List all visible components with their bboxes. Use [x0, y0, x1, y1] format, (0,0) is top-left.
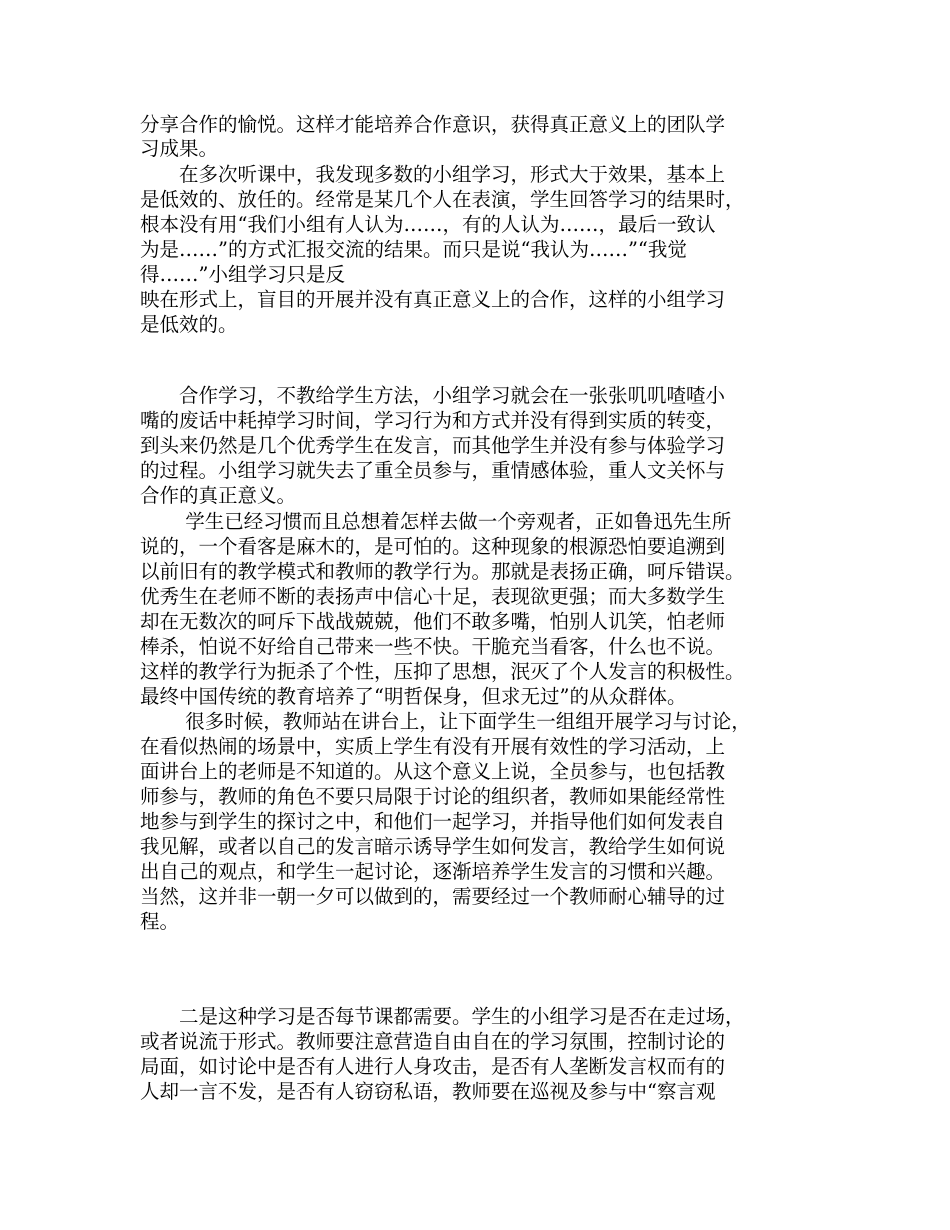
text-line: 嘴的废话中耗掉学习时间，学习行为和方式并没有得到实质的转变，	[140, 409, 726, 432]
text-line: 为是……”的方式汇报交流的结果。而只是说“我认为……”“我觉	[140, 238, 687, 261]
text-line: 人却一言不发，是否有人窃窃私语，教师要在巡视及参与中“察言观	[140, 1080, 716, 1103]
text-line: 面讲台上的老师是不知道的。从这个意义上说，全员参与，也包括教	[140, 760, 726, 783]
text-line: 这样的教学行为扼杀了个性，压抑了思想，泯灭了个人发言的积极性。	[140, 660, 745, 683]
text-line: 程。	[140, 910, 180, 933]
text-line: 地参与到学生的探讨之中，和他们一起学习，并指导他们如何发表自	[140, 810, 726, 833]
text-line: 我见解，或者以自己的发言暗示诱导学生如何发言，教给学生如何说	[140, 835, 726, 858]
text-line: 以前旧有的教学模式和教师的教学行为。那就是表扬正确，呵斥错误。	[140, 560, 745, 583]
text-line: 学生已经习惯而且总想着怎样去做一个旁观者，正如鲁迅先生所	[140, 510, 732, 533]
text-line: 或者说流于形式。教师要注意营造自由自在的学习氛围，控制讨论的	[140, 1030, 726, 1053]
text-line: 棒杀，怕说不好给自己带来一些不快。干脆充当看客，什么也不说。	[140, 635, 726, 658]
text-line: 最终中国传统的教育培养了“明哲保身，但求无过”的从众群体。	[140, 685, 687, 708]
text-line: 师参与，教师的角色不要只局限于讨论的组织者，教师如果能经常性	[140, 785, 726, 808]
text-line: 优秀生在老师不断的表扬声中信心十足，表现欲更强；而大多数学生	[140, 585, 726, 608]
text-line: 二是这种学习是否每节课都需要。学生的小组学习是否在走过场，	[140, 1005, 745, 1028]
text-line: 合作学习，不教给学生方法，小组学习就会在一张张叽叽喳喳小	[140, 384, 726, 407]
text-line: 根本没有用“我们小组有人认为……，有的人认为……，最后一致认	[140, 213, 716, 236]
text-line: 很多时候，教师站在讲台上，让下面学生一组组开展学习与讨论，	[140, 710, 751, 733]
text-line: 合作的真正意义。	[140, 484, 297, 507]
text-line: 是低效的、放任的。经常是某几个人在表演，学生回答学习的结果时，	[140, 188, 745, 211]
text-line: 局面，如讨论中是否有人进行人身攻击，是否有人垄断发言权而有的	[140, 1055, 726, 1078]
text-line: 说的，一个看客是麻木的，是可怕的。这种现象的根源恐怕要追溯到	[140, 535, 726, 558]
text-line: 分享合作的愉悦。这样才能培养合作意识，获得真正意义上的团队学	[140, 113, 726, 136]
text-line: 却在无数次的呵斥下战战兢兢，他们不敢多嘴，怕别人讥笑，怕老师	[140, 610, 726, 633]
text-line: 的过程。小组学习就失去了重全员参与，重情感体验，重人文关怀与	[140, 459, 726, 482]
text-line: 在多次听课中，我发现多数的小组学习，形式大于效果，基本上	[140, 163, 726, 186]
text-line: 习成果。	[140, 137, 219, 160]
text-line: 映在形式上，盲目的开展并没有真正意义上的合作，这样的小组学习	[140, 288, 726, 311]
text-line: 在看似热闹的场景中，实质上学生有没有开展有效性的学习活动，上	[140, 735, 726, 758]
text-line: 是低效的。	[140, 313, 238, 336]
text-line: 得……”小组学习只是反	[140, 263, 345, 286]
text-line: 当然，这并非一朝一夕可以做到的，需要经过一个教师耐心辅导的过	[140, 885, 726, 908]
text-line: 到头来仍然是几个优秀学生在发言，而其他学生并没有参与体验学习	[140, 434, 726, 457]
text-line: 出自己的观点，和学生一起讨论，逐渐培养学生发言的习惯和兴趣。	[140, 860, 726, 883]
